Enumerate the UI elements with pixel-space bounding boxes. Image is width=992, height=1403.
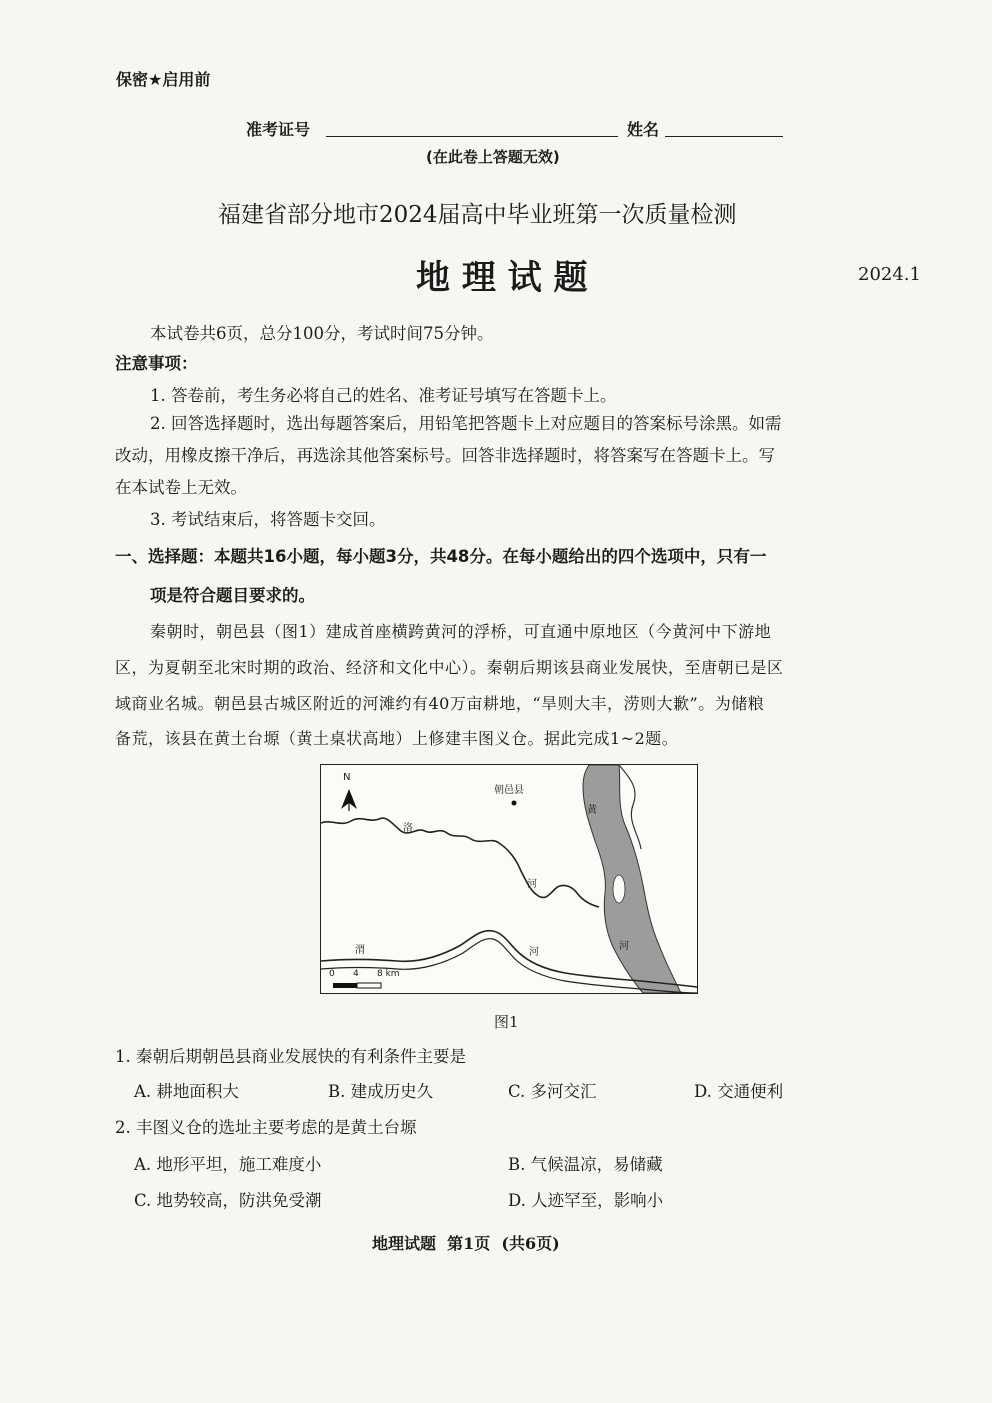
north-label: N bbox=[343, 772, 351, 783]
wei-label-1: 渭 bbox=[355, 945, 365, 956]
confidential-label: 保密★启用前 bbox=[116, 70, 211, 89]
exam-date: 2024.1 bbox=[858, 264, 921, 285]
q2-option-c[interactable]: C. 地势较高，防洪免受潮 bbox=[134, 1191, 322, 1210]
exam-id-field[interactable] bbox=[326, 136, 618, 137]
name-field[interactable] bbox=[665, 136, 783, 137]
luo-river bbox=[321, 818, 599, 907]
scale-label-4: 4 bbox=[353, 969, 359, 979]
subject-title: 地 理 试 题 bbox=[416, 258, 588, 298]
huang-label-2: 河 bbox=[619, 941, 629, 952]
river-island bbox=[613, 875, 625, 903]
q2-option-a[interactable]: A. 地形平坦，施工难度小 bbox=[134, 1155, 322, 1174]
q1-option-d[interactable]: D. 交通便利 bbox=[694, 1082, 784, 1101]
map-svg bbox=[321, 765, 697, 993]
yellow-river bbox=[583, 765, 681, 993]
page-footer: 地理试题 第1页 (共6页) bbox=[372, 1234, 560, 1253]
passage-line-1: 秦朝时，朝邑县（图1）建成首座横跨黄河的浮桥，可直通中原地区（今黄河中下游地 bbox=[150, 622, 772, 641]
invalid-note: (在此卷上答题无效) bbox=[426, 148, 560, 166]
notice-item-3: 3. 考试结束后，将答题卡交回。 bbox=[150, 510, 386, 529]
notice-heading: 注意事项： bbox=[115, 354, 198, 373]
figure-caption: 图1 bbox=[494, 1013, 519, 1031]
intro-text: 本试卷共6页，总分100分，考试时间75分钟。 bbox=[150, 324, 494, 343]
q1-option-a[interactable]: A. 耕地面积大 bbox=[134, 1082, 239, 1101]
notice-item-2-end: 在本试卷上无效。 bbox=[115, 478, 247, 497]
wei-label-2: 河 bbox=[529, 947, 539, 958]
chaoyi-county-dot bbox=[512, 801, 517, 806]
luo-label-2: 河 bbox=[527, 879, 537, 890]
passage-line-2: 区，为夏朝至北宋时期的政治、经济和文化中心）。秦朝后期该县商业发展快，至唐朝已是区 bbox=[115, 658, 784, 677]
q2-option-b[interactable]: B. 气候温凉，易储藏 bbox=[508, 1155, 663, 1174]
section-heading-cont: 项是符合题目要求的。 bbox=[150, 586, 315, 605]
q2-option-d[interactable]: D. 人迹罕至，影响小 bbox=[508, 1191, 664, 1210]
passage-line-4: 备荒，该县在黄土台塬（黄土桌状高地）上修建丰图义仓。据此完成1~2题。 bbox=[115, 729, 679, 748]
notice-item-2: 2. 回答选择题时，选出每题答案后，用铅笔把答题卡上对应题目的答案标号涂黑。如需 bbox=[150, 414, 782, 433]
question-1-stem: 1. 秦朝后期朝邑县商业发展快的有利条件主要是 bbox=[115, 1047, 466, 1066]
scale-bar-white bbox=[357, 983, 381, 988]
passage-line-3: 域商业名城。朝邑县古城区附近的河滩约有40万亩耕地，“旱则大丰，涝则大歉”。为储粮 bbox=[115, 694, 765, 713]
q1-option-c[interactable]: C. 多河交汇 bbox=[508, 1082, 597, 1101]
scale-bar-black bbox=[333, 983, 357, 988]
county-label: 朝邑县 bbox=[494, 785, 524, 796]
notice-item-2-cont: 改动，用橡皮擦干净后，再选涂其他答案标号。回答非选择题时，将答案写在答题卡上。写 bbox=[115, 446, 775, 465]
exam-title: 福建省部分地市2024届高中毕业班第一次质量检测 bbox=[218, 202, 737, 228]
scale-label-8: 8 km bbox=[377, 969, 400, 979]
scale-label-0: 0 bbox=[329, 969, 335, 979]
exam-id-label: 准考证号 bbox=[246, 120, 311, 139]
map-figure bbox=[320, 764, 698, 994]
section-heading: 一、选择题：本题共16小题，每小题3分，共48分。在每小题给出的四个选项中，只有一 bbox=[115, 547, 767, 566]
notice-item-1: 1. 答卷前，考生务必将自己的姓名、准考证号填写在答题卡上。 bbox=[150, 386, 617, 405]
name-label: 姓名 bbox=[627, 120, 660, 139]
q1-option-b[interactable]: B. 建成历史久 bbox=[328, 1082, 434, 1101]
luo-label-1: 洛 bbox=[403, 823, 413, 834]
question-2-stem: 2. 丰图义仓的选址主要考虑的是黄土台塬 bbox=[115, 1118, 417, 1137]
huang-label-1: 黄 bbox=[587, 805, 597, 816]
